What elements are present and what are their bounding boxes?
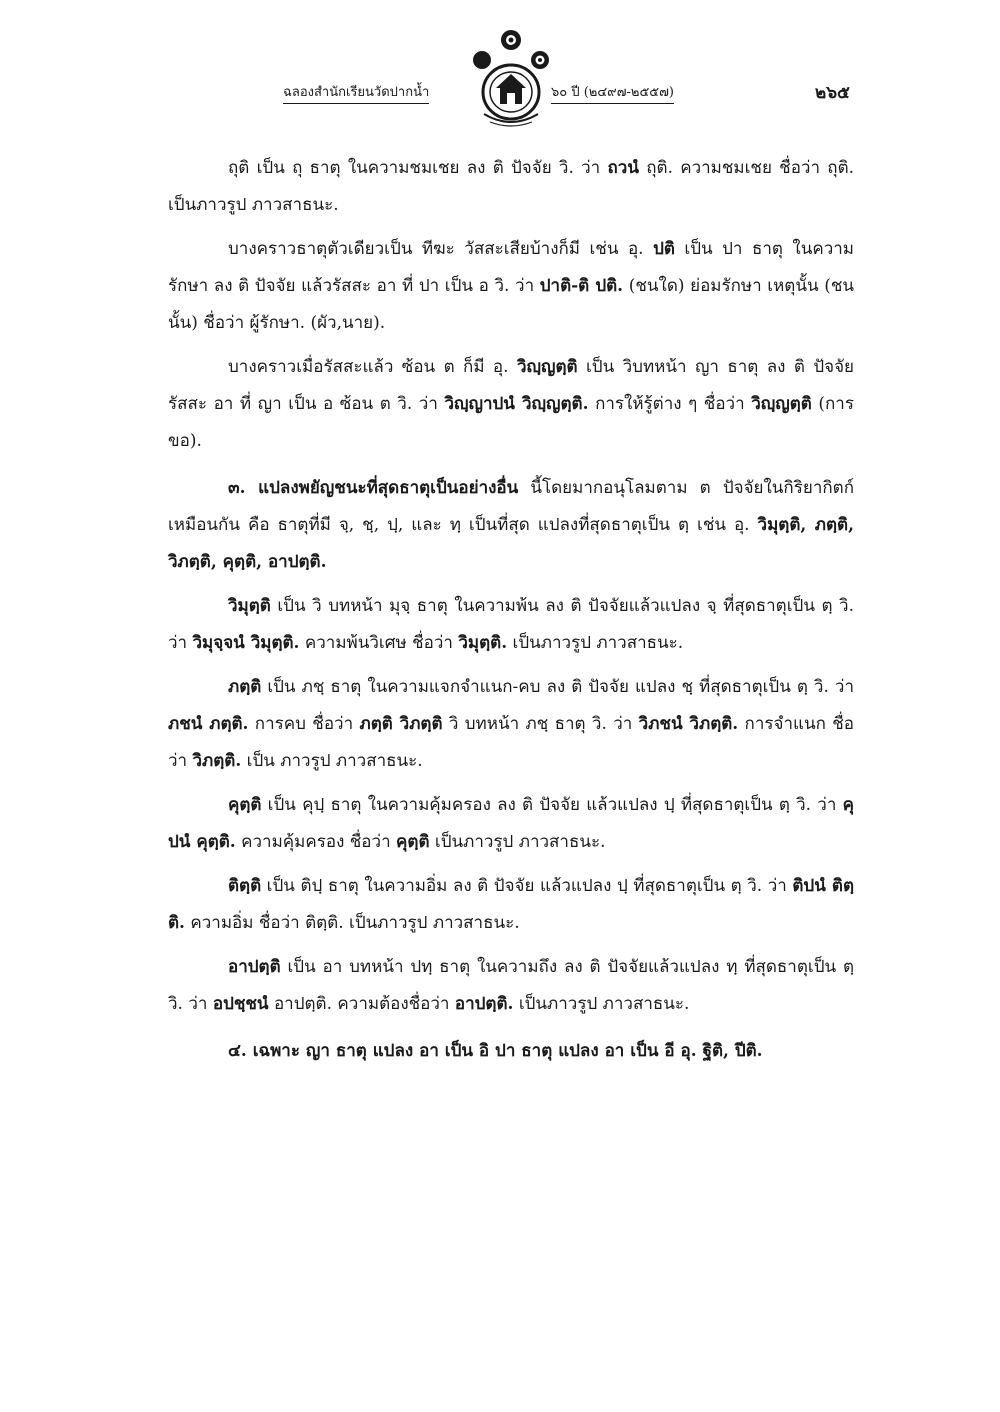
text-run: วิ บทหน้า ภชฺ ธาตุ วิ. ว่า bbox=[442, 714, 639, 734]
bold-term: วิญฺญาปนํ วิญฺญตฺติ. bbox=[444, 394, 589, 414]
paragraph-gutti bbox=[168, 787, 854, 861]
page-body bbox=[168, 150, 854, 1077]
paragraph-rule-3 bbox=[168, 470, 854, 581]
text-run: การจำแนก ชื่อว่า bbox=[168, 714, 854, 771]
text-run: เป็น ภชฺ ธาตุ ในความแจกจำแนก-คบ ลง ติ ปัจจัย แปลง ชฺ ที่สุดธาตุเป็น ตฺ วิ. ว่า bbox=[261, 677, 854, 697]
paragraph-titti bbox=[168, 868, 854, 942]
bold-term: คุตฺติ bbox=[396, 832, 430, 852]
paragraph-apatti bbox=[168, 949, 854, 1023]
bold-term: ติปนํ ติตฺติ. bbox=[168, 876, 854, 933]
text-run: ความคุ้มครอง ชื่อว่า bbox=[235, 832, 397, 852]
bold-term: วิมุตฺติ. bbox=[458, 633, 508, 653]
bold-term: ติตฺติ bbox=[228, 876, 262, 896]
text-run: การให้รู้ต่าง ๆ ชื่อว่า bbox=[588, 394, 752, 414]
paragraph-vinnatti bbox=[168, 349, 854, 460]
bold-term: วิมุตฺติ bbox=[228, 596, 271, 616]
bold-term: วิภตฺติ. bbox=[192, 751, 242, 771]
text-run: เป็น ติปฺ ธาตุ ในความอิ่ม ลง ติ ปัจจัย แล้วแปลง ปฺ ที่สุดธาตุเป็น ตฺ วิ. ว่า bbox=[261, 876, 793, 896]
bold-term: คุตฺติ bbox=[228, 795, 262, 815]
page-header bbox=[0, 0, 1000, 140]
text-run: เป็น วิ บทหน้า มุจฺ ธาตุ ในความพ้น ลง ติ ปัจจัยแล้วแปลง จฺ ที่สุดธาตุเป็น ตฺ วิ. ว่า bbox=[168, 596, 854, 653]
page-number: ๒๖๕ bbox=[815, 83, 850, 103]
bold-term: วิญฺญตฺติ bbox=[751, 394, 812, 414]
paragraph-rule-4 bbox=[168, 1033, 854, 1070]
text-run: (ชนใด) ย่อมรักษา เหตุนั้น (ชนนั้น) ชื่อว่า ผู้รักษา. (ผัว,นาย). bbox=[168, 276, 854, 333]
text-run: ถุติ. ความชมเชย ชื่อว่า ถุติ. เป็นภาวรูป ภาวสาธนะ. bbox=[168, 158, 855, 215]
bold-term: ๔. เฉพาะ ญา ธาตุ แปลง อา เป็น อิ ปา ธาตุ แปลง อา เป็น อี อุ. ฐิติ, ปีติ. bbox=[228, 1041, 763, 1061]
text-run: เป็น อา บทหน้า ปทฺ ธาตุ ในความถึง ลง ติ ปัจจัยแล้วแปลง ทฺ ที่สุดธาตุเป็น ตฺ วิ. ว่า bbox=[168, 957, 854, 1014]
bold-term: ปาติ-ติ ปติ. bbox=[539, 276, 624, 296]
bold-term: วิญฺญตฺติ bbox=[516, 357, 578, 377]
school-emblem-icon bbox=[470, 26, 552, 130]
bold-term: ปติ bbox=[653, 239, 675, 259]
text-run: การคบ ชื่อว่า bbox=[248, 714, 360, 734]
bold-term: ภตฺติ bbox=[228, 677, 262, 697]
text-run: เป็นภาวรูป ภาวสาธนะ. bbox=[507, 633, 684, 653]
bold-term: ภชนํ ภตฺติ. bbox=[168, 714, 249, 734]
text-run: เป็นภาวรูป ภาวสาธนะ. bbox=[513, 994, 690, 1014]
header-anniversary-label: ๖๐ ปี (๒๔๙๗-๒๕๕๗) bbox=[551, 81, 674, 104]
header-left-title: ฉลองสำนักเรียนวัดปากน้ำ bbox=[283, 81, 429, 104]
paragraph-vimutti bbox=[168, 588, 854, 662]
bold-term: อาปตฺติ bbox=[228, 957, 281, 977]
text-run: เป็นภาวรูป ภาวสาธนะ. bbox=[429, 832, 606, 852]
text-run: (การขอ). bbox=[168, 394, 854, 451]
text-run: ความอิ่ม ชื่อว่า ติตฺติ. เป็นภาวรูป ภาวสาธนะ. bbox=[184, 913, 520, 933]
text-run: ถุติ เป็น ถุ ธาตุ ในความชมเชย ลง ติ ปัจจัย วิ. ว่า bbox=[228, 158, 608, 178]
bold-term: อปชฺชนํ bbox=[212, 994, 269, 1014]
text-run: ความพ้นวิเศษ ชื่อว่า bbox=[299, 633, 459, 653]
text-run: บางคราวเมื่อรัสสะแล้ว ซ้อน ต ก็มี อุ. bbox=[228, 357, 517, 377]
bold-term: วิมุตฺติ, ภตฺติ, วิภตฺติ, คุตฺติ, อาปตฺติ. bbox=[168, 515, 854, 572]
text-run: บางคราวธาตุตัวเดียวเป็น ทีฆะ วัสสะเสียบ้างก็มี เช่น อุ. bbox=[228, 239, 654, 259]
paragraph-pati bbox=[168, 231, 854, 342]
text-run: เป็น คุปฺ ธาตุ ในความคุ้มครอง ลง ติ ปัจจัย แล้วแปลง ปฺ ที่สุดธาตุเป็น ตฺ วิ. ว่า bbox=[261, 795, 843, 815]
text-run: เป็น ปา ธาตุ ในความรักษา ลง ติ ปัจจัย แล้วรัสสะ อา ที่ ปา เป็น อ วิ. ว่า bbox=[168, 239, 854, 296]
paragraph-thuti bbox=[168, 150, 854, 224]
text-run: อาปตฺติ. ความต้องชื่อว่า bbox=[268, 994, 455, 1014]
bold-term: ถวนํ bbox=[607, 158, 639, 178]
text-run: นี้โดยมากอนุโลมตาม ต ปัจจัยในกิริยากิตก์เหมือนกัน คือ ธาตุที่มี จฺ, ชฺ, ปฺ, และ ทฺ เป็นที่สุด แปลงที่สุดธาตุเป็น ตฺ เช่น อุ. bbox=[168, 478, 854, 535]
text-run: เป็น ภาวรูป ภาวสาธนะ. bbox=[241, 751, 423, 771]
bold-term: วิมุจฺจนํ วิมุตฺติ. bbox=[192, 633, 300, 653]
paragraph-bhatti bbox=[168, 669, 854, 780]
bold-term: ๓. แปลงพยัญชนะที่สุดธาตุเป็นอย่างอื่น bbox=[228, 478, 519, 498]
bold-term: อาปตฺติ. bbox=[454, 994, 514, 1014]
bold-term: วิภชนํ วิภตฺติ. bbox=[638, 714, 739, 734]
text-run: เป็น วิบทหน้า ญา ธาตุ ลง ติ ปัจจัย รัสสะ อา ที่ ญา เป็น อ ซ้อน ต วิ. ว่า bbox=[168, 357, 855, 414]
bold-term: ภตฺติ วิภตฺติ bbox=[359, 714, 443, 734]
bold-term: คุปนํ คุตฺติ. bbox=[168, 795, 854, 852]
